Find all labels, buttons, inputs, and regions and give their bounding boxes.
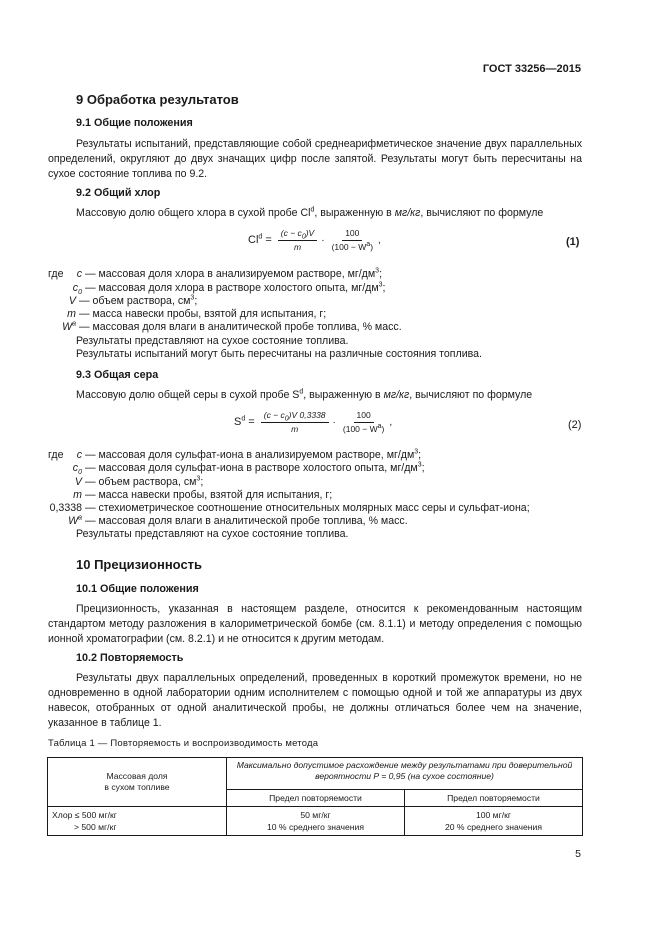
section-9-3-title: 9.3 Общая сера bbox=[76, 369, 159, 381]
section-9-1-text: Результаты испытаний, представляющие собой среднеарифметическое значение двух параллельных определений, округляют до двух значащих цифр после запятой. Результаты могут быть пересчитаны на сухое состояние топлива по 9.2. bbox=[48, 138, 582, 180]
definition-c0-2: $c_0$ — массовая доля сульфат-иона в растворе холостого опыта, $мг/дм^3$; bbox=[72, 461, 425, 477]
where-label-1: где bbox=[48, 268, 64, 280]
definition-c: c — массовая доля хлора в анализируемом растворе, $мг/дм^3$; bbox=[76, 267, 383, 280]
table-1-caption: Таблица 1 — Повторяемость и воспроизводимость метода bbox=[48, 738, 319, 749]
table-1 bbox=[47, 757, 583, 836]
section-10-1-title: 10.1 Общие положения bbox=[76, 583, 199, 595]
definition-v: V — объем раствора, $см^3$; bbox=[68, 294, 198, 307]
section-9-title: 9 Обработка результатов bbox=[76, 92, 239, 107]
table-header-max-discrepancy: Максимально допустимое расхождение между результатами при доверительной вероятности P = 0,95 (на сухое состояние) bbox=[227, 758, 583, 790]
definition-v-2: V — объем раствора, $см^3$; bbox=[74, 475, 204, 488]
definition-m: m — масса навески пробы, взятой для испытания, г; bbox=[67, 308, 327, 320]
definition-m-2: m — масса навески пробы, взятой для испытания, г; bbox=[73, 489, 333, 501]
table-header-mass-fraction: Массовая доля в сухом топливе bbox=[48, 758, 227, 807]
section-10-1-text: Прецизионность, указанная в настоящем разделе, относится к рекомендованным настоящим стандартом методу разложения в калориметрической бомбе (см. 8.1.1) и методу определения с помощью ионной хроматографии (см. 8.2.1) и не относится к другим методам. bbox=[48, 603, 582, 645]
section-9-3-intro: Массовую долю общей серы в сухой пробе $S^d$, выраженную в мг/кг, вычисляют по формуле bbox=[76, 388, 533, 401]
standard-designation: ГОСТ 33256—2015 bbox=[482, 63, 581, 75]
section-9-2-note-1: Результаты представляют на сухое состояние топлива. bbox=[76, 335, 349, 347]
definition-c0: $c_0$ — массовая доля хлора в растворе холостого опыта, $мг/дм^3$; bbox=[72, 281, 386, 297]
table-subheader-2: Предел повторяемости bbox=[404, 790, 582, 807]
section-9-2-note-2: Результаты испытаний могут быть пересчитаны на различные состояния топлива. bbox=[76, 348, 482, 360]
where-label-2: где bbox=[48, 449, 64, 461]
definition-wa: $W^a$ — массовая доля влаги в аналитической пробе топлива, % масс. bbox=[62, 320, 402, 333]
equation-number-2: (2) bbox=[568, 419, 582, 431]
section-10-title: 10 Прецизионность bbox=[76, 557, 203, 572]
table-row-label: Хлор ≤ 500 мг/кг > 500 мг/кг bbox=[48, 807, 227, 836]
section-9-3-note: Результаты представляют на сухое состояние топлива. bbox=[76, 528, 349, 540]
formula-2: $S^d$ = $\frac{(c - c_0)V 0,3338}{m}$ · $\frac{100}{(100 - W^a)}$ , bbox=[234, 410, 393, 434]
definition-c-2: c — массовая доля сульфат-иона в анализируемом растворе, $мг/дм^3$; bbox=[76, 448, 422, 461]
definition-coefficient: 0,3338 — стехиометрическое соотношение относительных молярных масс серы и сульфат-иона; bbox=[49, 502, 530, 514]
table-subheader-1: Предел повторяемости bbox=[227, 790, 405, 807]
formula-1: $Cl^d$ = $\frac{(c - c_0)V}{m}$ · $\frac{100}{(100 - W^a)}$ , bbox=[248, 228, 381, 252]
section-10-2-title: 10.2 Повторяемость bbox=[76, 652, 184, 664]
table-cell-limit-2: 100 мг/кг 20 % среднего значения bbox=[404, 807, 582, 836]
page-number: 5 bbox=[575, 848, 581, 860]
section-10-2-text: Результаты двух параллельных определений, проведенных в короткий промежуток времени, но не одновременно в одной лаборатории одним исполнителем с помощью одной и той же аппаратуры из двух навесок, отобранных от одной аналитической пробы, не должны отличаться более чем на значение, указанное в таблице 1. bbox=[48, 672, 582, 729]
equation-number-1: (1) bbox=[566, 236, 580, 248]
definition-wa-2: $W^a$ — массовая доля влаги в аналитической пробе топлива, % масс. bbox=[68, 514, 408, 527]
section-9-2-intro: Массовую долю общего хлора в сухой пробе Cl$^d$, выраженную в мг/кг, вычисляют по формуле bbox=[76, 206, 544, 219]
section-9-2-title: 9.2 Общий хлор bbox=[76, 187, 161, 199]
table-cell-limit-1: 50 мг/кг 10 % среднего значения bbox=[227, 807, 405, 836]
section-9-1-title: 9.1 Общие положения bbox=[76, 117, 193, 129]
